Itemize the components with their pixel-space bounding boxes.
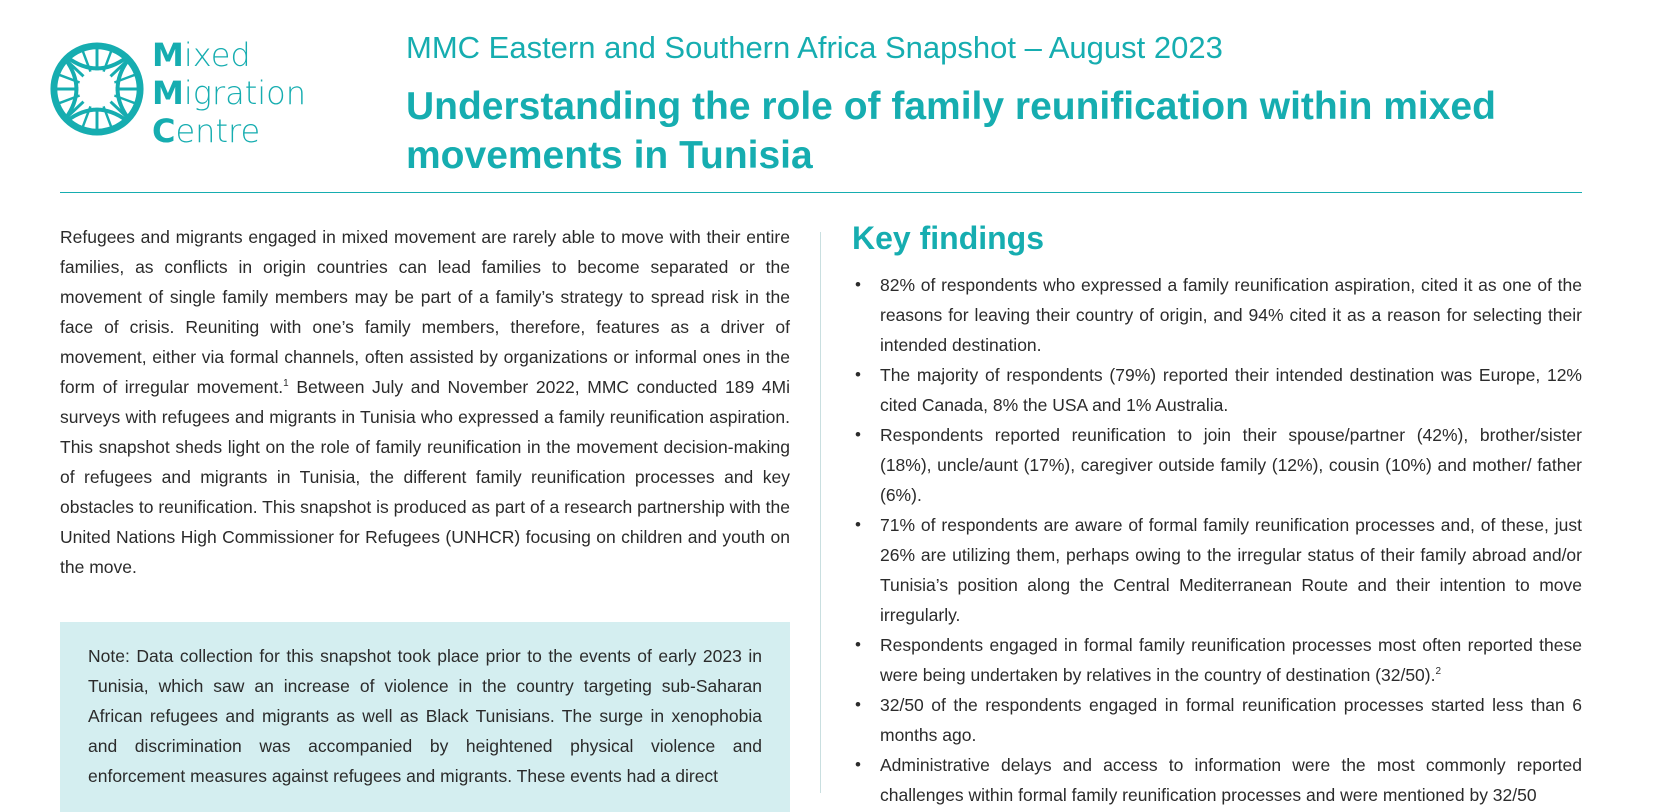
note-text: Note: Data collection for this snapshot took place prior to the events of early 2023 in Tunisia, which saw an increase of violence in the country targeting sub-Saharan African refugees and migrants as well as Black Tunisians. The surge in xenophobia and discrimination was accompanied by heightened physical violence and enforcement measures against refugees and migrants. These events had a direct <box>88 646 762 786</box>
finding-item: • 32/50 of the respondents engaged in formal reunification processes started less than 6 months ago. <box>852 690 1582 750</box>
header-divider <box>60 192 1582 193</box>
bullet: • <box>855 755 861 774</box>
column-divider <box>820 232 821 793</box>
logo-wordmark: Mixed Migration Centre <box>152 36 306 150</box>
key-findings-heading: Key findings <box>852 220 1045 256</box>
bullet: • <box>855 695 861 714</box>
globe-network-icon <box>48 40 146 138</box>
finding-item: • Administrative delays and access to information were the most commonly reported challenges within formal family reunification processes and were mentioned by 32/50 <box>852 750 1582 810</box>
bullet: • <box>855 635 861 654</box>
bullet: • <box>855 425 861 444</box>
page-title: Understanding the role of family reunification within mixed movements in Tunisia <box>406 85 1496 177</box>
finding-item: • Respondents reported reunification to join their spouse/partner (42%), brother/sister (18%), uncle/aunt (17%), caregiver outside family (12%), cousin (10%) and mother/ father (6%). <box>852 420 1582 510</box>
bullet: • <box>855 275 861 294</box>
bullet: • <box>855 515 861 534</box>
intro-paragraph: Refugees and migrants engaged in mixed movement are rarely able to move with their entire families, as conflicts in origin countries can lead families to become separated or the movement of single family members may be part of a family’s strategy to spread risk in the face of crisis. Reuniting with one’s family members, therefore, features as a driver of movement, either via formal channels, often assisted by organizations or informal ones in the form of irregular movement.$^1$ Between July and November 2022, MMC conducted 189 4Mi surveys with refugees and migrants in Tunisia who expressed a family reunification aspiration. This snapshot sheds light on the role of family reunification in the movement decision-making of refugees and migrants in Tunisia, the different family reunification processes and key obstacles to reunification. This snapshot is produced as part of a research partnership with the United Nations High Commissioner for Refugees (UNHCR) focusing on children and youth on the move. <box>60 227 790 577</box>
mmc-logo <box>48 36 318 148</box>
snapshot-subtitle: MMC Eastern and Southern Africa Snapshot – August 2023 <box>406 30 1223 65</box>
note-box <box>60 622 790 812</box>
finding-item: • 71% of respondents are aware of formal family reunification processes and, of these, just 26% are utilizing them, perhaps owing to the irregular status of their family abroad and/or Tunisia’s position along the Central Mediterranean Route and their intention to move irregularly. <box>852 510 1582 630</box>
finding-item: • Respondents engaged in formal family reunification processes most often reported these were being undertaken by relatives in the country of destination (32/50).$^2$ <box>852 630 1582 690</box>
finding-item: • The majority of respondents (79%) reported their intended destination was Europe, 12% cited Canada, 8% the USA and 1% Australia. <box>852 360 1582 420</box>
bullet: • <box>855 365 861 384</box>
finding-item: • 82% of respondents who expressed a family reunification aspiration, cited it as one of the reasons for leaving their country of origin, and 94% cited it as a reason for selecting their intended destination. <box>852 270 1582 360</box>
key-findings-list <box>852 270 1582 810</box>
footnote-ref-2: 2 <box>1435 666 1442 678</box>
footnote-ref-1: 1 <box>283 378 289 390</box>
